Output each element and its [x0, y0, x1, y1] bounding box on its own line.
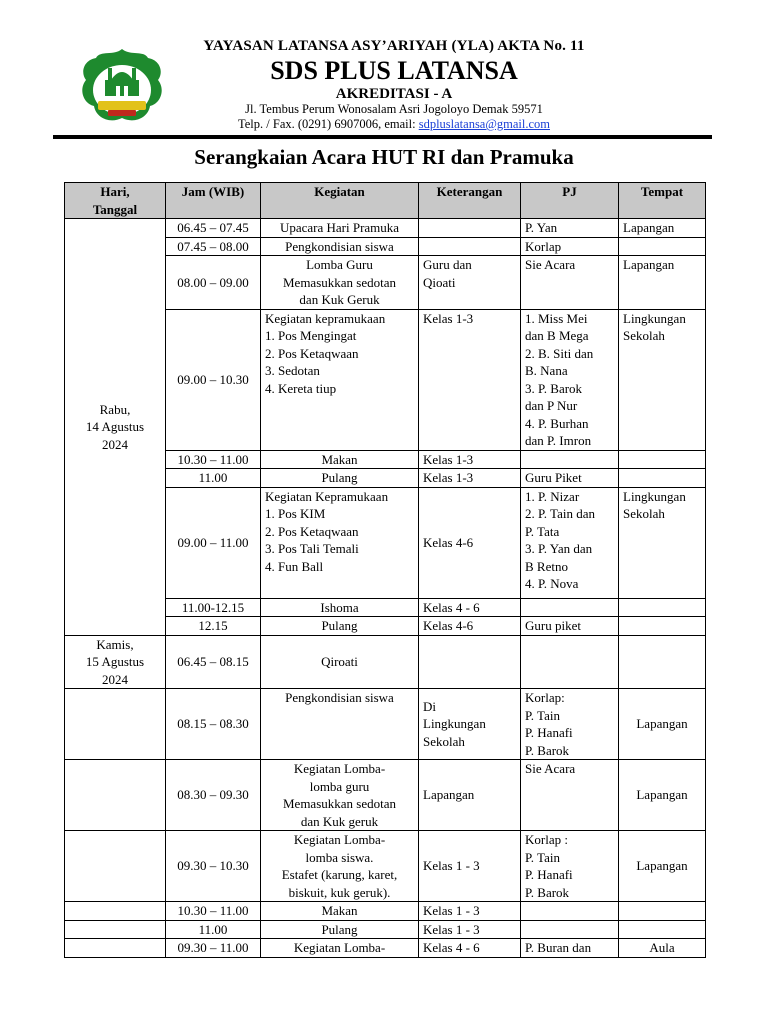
pj-cell — [521, 487, 619, 598]
cell-line: Kelas 1-3 — [423, 470, 474, 485]
time-cell: 09.00 – 11.00 — [166, 487, 261, 598]
cell-line: 4. P. Nova — [525, 576, 579, 591]
note-cell — [419, 939, 521, 958]
pj-cell — [521, 237, 619, 256]
day-cell — [65, 902, 166, 921]
header-activity: Kegiatan — [261, 183, 419, 219]
cell-line: Kegiatan Lomba- — [293, 940, 386, 955]
note-cell — [419, 831, 521, 902]
table-row — [65, 760, 706, 831]
time-cell: 09.00 – 10.30 — [166, 309, 261, 450]
cell-line: 1. Pos KIM — [265, 506, 326, 521]
cell-line: P. Tata — [525, 523, 560, 539]
cell-line: Kelas 4 - 6 — [423, 940, 480, 955]
time-cell: 10.30 – 11.00 — [166, 450, 261, 469]
cell-line: dan Kuk geruk — [300, 813, 379, 829]
note-cell — [419, 237, 521, 256]
place-cell — [619, 487, 706, 598]
cell-line: Estafet (karung, karet, — [281, 867, 398, 882]
pj-cell — [521, 450, 619, 469]
cell-line: Sekolah — [423, 733, 465, 749]
activity-cell — [261, 450, 419, 469]
cell-line: 1. P. Nizar — [525, 488, 580, 504]
place-cell — [619, 450, 706, 469]
cell-line: Aula — [649, 940, 675, 955]
note-cell — [419, 256, 521, 310]
cell-line: Pulang — [321, 470, 358, 485]
activity-cell — [261, 902, 419, 921]
day-cell — [65, 831, 166, 902]
day-cell — [65, 689, 166, 760]
cell-line: dan Kuk Geruk — [299, 292, 380, 307]
place-cell — [619, 689, 706, 760]
time-cell: 08.00 – 09.00 — [166, 256, 261, 310]
cell-line: dan B Mega — [525, 328, 589, 343]
cell-line: lomba siswa. — [305, 849, 374, 865]
time-cell: 12.15 — [166, 617, 261, 636]
cell-line: 2. Pos Ketaqwaan — [265, 523, 359, 539]
cell-line: Makan — [321, 451, 358, 467]
table-header-row — [65, 183, 706, 219]
contact-prefix: Telp. / Fax. (0291) 6907006, email: — [238, 117, 419, 131]
cell-line: Lapangan — [423, 787, 475, 803]
cell-line: P. Hanafi — [525, 867, 573, 882]
pj-cell — [521, 469, 619, 488]
pj-cell — [521, 939, 619, 958]
cell-line: dan P. Imron — [525, 433, 592, 448]
cell-line: Sekolah — [623, 328, 665, 343]
activity-cell — [261, 617, 419, 636]
cell-line: Guru Piket — [525, 470, 582, 485]
cell-line: 3. Sedotan — [265, 363, 320, 378]
time-cell: 09.30 – 11.00 — [166, 939, 261, 958]
cell-line: Kegiatan Kepramukaan — [265, 488, 389, 504]
note-cell — [419, 902, 521, 921]
cell-line: P. Yan — [525, 220, 558, 235]
cell-line: Kamis, — [96, 636, 134, 652]
day-cell — [65, 920, 166, 939]
pj-cell — [521, 689, 619, 760]
day-cell — [65, 219, 166, 636]
cell-line: Lapangan — [636, 858, 688, 874]
time-cell: 07.45 – 08.00 — [166, 237, 261, 256]
cell-line: 14 Agustus — [85, 419, 145, 434]
time-cell: 08.30 – 09.30 — [166, 760, 261, 831]
cell-line: 1. Pos Mengingat — [265, 328, 357, 343]
pj-cell — [521, 920, 619, 939]
time-cell: 10.30 – 11.00 — [166, 902, 261, 921]
place-cell — [619, 237, 706, 256]
cell-line: Pengkondisian siswa — [285, 238, 394, 254]
pj-cell — [521, 598, 619, 617]
activity-cell — [261, 219, 419, 238]
cell-line: Pengkondisian siswa — [285, 690, 394, 705]
schedule-table — [64, 182, 706, 958]
cell-line: Sie Acara — [525, 761, 576, 776]
pj-cell — [521, 256, 619, 310]
day-cell — [65, 635, 166, 689]
cell-line: 4. Fun Ball — [265, 558, 324, 574]
place-cell — [619, 617, 706, 636]
cell-line: P. Buran dan — [525, 940, 592, 955]
email-link[interactable]: sdpluslatansa@gmail.com — [418, 117, 550, 131]
cell-line: P. Barok — [525, 884, 570, 900]
note-cell — [419, 689, 521, 760]
activity-cell — [261, 469, 419, 488]
pj-cell — [521, 309, 619, 450]
cell-line: dan P Nur — [525, 398, 578, 413]
letterhead — [0, 0, 768, 140]
header-note: Keterangan — [419, 183, 521, 219]
cell-line: Sie Acara — [525, 257, 576, 272]
table-row — [65, 920, 706, 939]
time-cell: 11.00 — [166, 469, 261, 488]
day-cell — [65, 939, 166, 958]
accreditation: AKREDITASI - A — [335, 86, 453, 102]
cell-line: Kelas 1-3 — [423, 451, 474, 467]
activity-cell — [261, 256, 419, 310]
time-cell: 06.45 – 08.15 — [166, 635, 261, 689]
cell-line: P. Hanafi — [525, 725, 573, 740]
cell-line: 2024 — [102, 671, 128, 687]
cell-line: 2. B. Siti dan — [525, 345, 594, 361]
activity-cell — [261, 689, 419, 760]
note-cell — [419, 760, 521, 831]
cell-line: P. Tain — [525, 707, 560, 723]
table-row — [65, 831, 706, 902]
cell-line: Guru dan — [423, 257, 472, 272]
header-day: Hari, Tanggal — [65, 183, 166, 219]
cell-line: Pulang — [321, 618, 358, 633]
activity-cell — [261, 920, 419, 939]
activity-cell — [261, 487, 419, 598]
cell-line: Lapangan — [636, 787, 688, 803]
address: Jl. Tembus Perum Wonosalam Asri Jogoloyo Demak 59571 — [245, 102, 543, 116]
cell-line: Lapangan — [623, 257, 675, 272]
cell-line: Lingkungan — [623, 310, 686, 326]
place-cell — [619, 469, 706, 488]
cell-line: Korlap: — [525, 690, 565, 705]
cell-line: Korlap : — [525, 832, 568, 847]
pj-cell — [521, 617, 619, 636]
activity-cell — [261, 309, 419, 450]
note-cell — [419, 219, 521, 238]
cell-line: 4. P. Burhan — [525, 415, 589, 431]
place-cell — [619, 219, 706, 238]
cell-line: 3. P. Yan dan — [525, 541, 593, 556]
cell-line: Rabu, — [99, 401, 131, 417]
note-cell — [419, 450, 521, 469]
cell-line: Kelas 1-3 — [423, 310, 474, 326]
pj-cell — [521, 219, 619, 238]
cell-line: Kelas 4 - 6 — [423, 599, 480, 615]
place-cell — [619, 902, 706, 921]
cell-line: Upacara Hari Pramuka — [279, 220, 400, 235]
cell-line: 2. Pos Ketaqwaan — [265, 345, 359, 361]
cell-line: Di — [423, 698, 436, 714]
cell-line: 3. P. Barok — [525, 380, 583, 396]
header-divider — [53, 135, 712, 139]
note-cell — [419, 309, 521, 450]
cell-line: Memasukkan sedotan — [282, 274, 396, 290]
activity-cell — [261, 939, 419, 958]
cell-line: 1. Miss Mei — [525, 310, 588, 326]
cell-line: 2024 — [102, 436, 128, 452]
note-cell — [419, 617, 521, 636]
pj-cell — [521, 635, 619, 689]
cell-line: Lomba Guru — [306, 257, 373, 272]
pj-cell — [521, 902, 619, 921]
place-cell — [619, 760, 706, 831]
cell-line: Memasukkan sedotan — [282, 796, 396, 811]
time-cell: 11.00 — [166, 920, 261, 939]
cell-line: B Retno — [525, 558, 568, 574]
time-cell: 06.45 – 07.45 — [166, 219, 261, 238]
foundation-name: YAYASAN LATANSA ASY’ARIYAH (YLA) AKTA No. 11 — [203, 38, 585, 54]
activity-cell — [261, 237, 419, 256]
cell-line: 3. Pos Tali Temali — [265, 541, 359, 556]
cell-line: Kegiatan Lomba- — [293, 761, 386, 776]
cell-line: biskuit, kuk geruk). — [288, 884, 391, 900]
activity-cell — [261, 831, 419, 902]
cell-line: P. Barok — [525, 742, 570, 758]
place-cell — [619, 831, 706, 902]
place-cell — [619, 309, 706, 450]
place-cell — [619, 939, 706, 958]
cell-line: B. Nana — [525, 363, 568, 378]
note-cell — [419, 469, 521, 488]
time-cell: 11.00-12.15 — [166, 598, 261, 617]
school-name: SDS PLUS LATANSA — [270, 56, 518, 85]
day-cell — [65, 760, 166, 831]
cell-line: Lapangan — [636, 716, 688, 732]
document-title: Serangkaian Acara HUT RI dan Pramuka — [194, 145, 574, 169]
header-place: Tempat — [619, 183, 706, 219]
table-row — [65, 939, 706, 958]
note-cell — [419, 487, 521, 598]
cell-line: Kelas 4-6 — [423, 618, 474, 633]
note-cell — [419, 920, 521, 939]
cell-line: Makan — [321, 903, 358, 918]
header-time: Jam (WIB) — [166, 183, 261, 219]
cell-line: P. Tain — [525, 849, 560, 865]
cell-line: lomba guru — [309, 778, 370, 794]
cell-line: Kelas 1 - 3 — [423, 903, 480, 918]
place-cell — [619, 598, 706, 617]
pj-cell — [521, 831, 619, 902]
cell-line: Sekolah — [623, 506, 665, 521]
header-pj: PJ — [521, 183, 619, 219]
cell-line: 2. P. Tain dan — [525, 506, 595, 521]
cell-line: Qiroati — [321, 654, 358, 669]
cell-line: Kegiatan Lomba- — [293, 832, 386, 847]
table-row — [65, 219, 706, 238]
cell-line: Kegiatan kepramukaan — [265, 310, 386, 326]
cell-line: 15 Agustus — [85, 654, 145, 669]
cell-line: Guru piket — [525, 618, 581, 633]
cell-line: Korlap — [525, 238, 562, 254]
cell-line: Kelas 1 - 3 — [423, 921, 480, 937]
table-row — [65, 635, 706, 689]
table-row — [65, 902, 706, 921]
cell-line: Ishoma — [320, 599, 359, 615]
note-cell — [419, 598, 521, 617]
place-cell — [619, 920, 706, 939]
pj-cell — [521, 760, 619, 831]
cell-line: Qioati — [423, 274, 456, 290]
cell-line: Lingkungan — [423, 716, 486, 732]
activity-cell — [261, 635, 419, 689]
time-cell: 09.30 – 10.30 — [166, 831, 261, 902]
cell-line: Pulang — [321, 921, 358, 937]
cell-line: Lapangan — [623, 220, 675, 235]
activity-cell — [261, 598, 419, 617]
cell-line: 4. Kereta tiup — [265, 380, 337, 396]
contact-line — [0, 117, 768, 132]
note-cell — [419, 635, 521, 689]
table-row — [65, 689, 706, 760]
place-cell — [619, 635, 706, 689]
cell-line: Kelas 1 - 3 — [423, 858, 480, 874]
cell-line: Kelas 4-6 — [423, 534, 474, 550]
cell-line: Lingkungan — [623, 488, 686, 504]
place-cell — [619, 256, 706, 310]
activity-cell — [261, 760, 419, 831]
time-cell: 08.15 – 08.30 — [166, 689, 261, 760]
